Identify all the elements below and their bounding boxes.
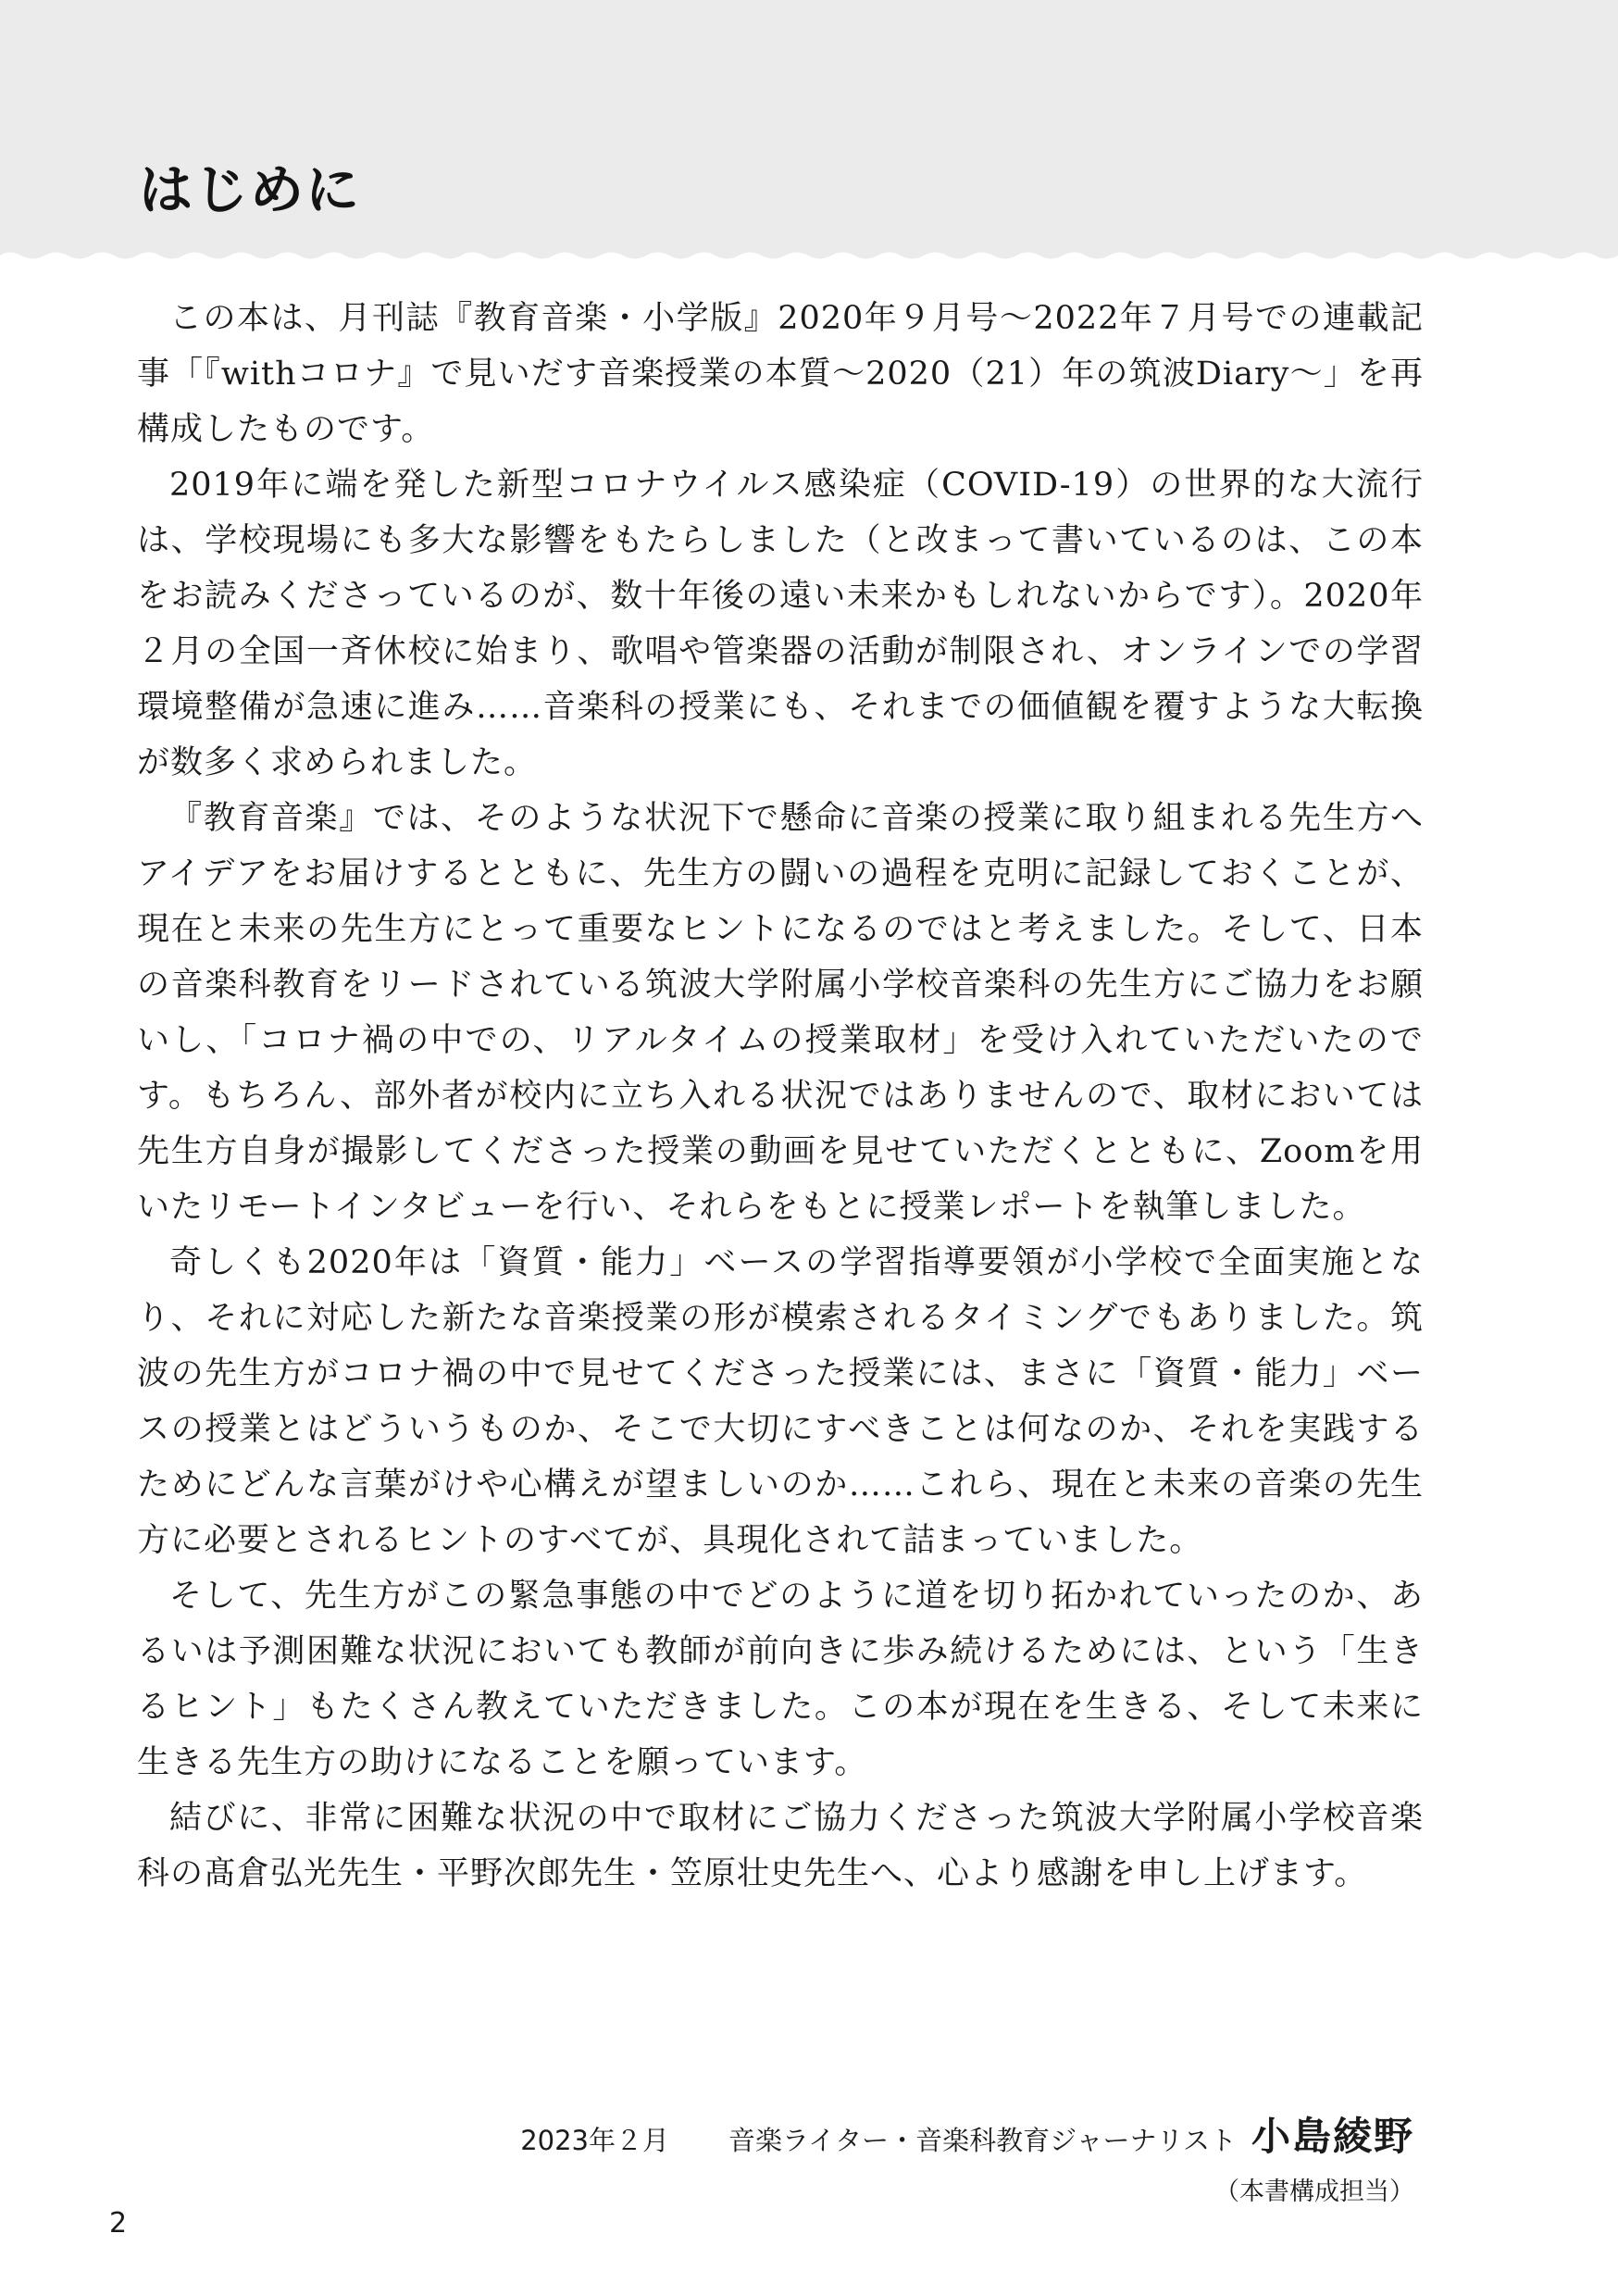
body-text — [137, 291, 1424, 1902]
page-number: 2 — [109, 2207, 128, 2240]
paragraph-4: 奇しくも2020年は「資質・能力」ベースの学習指導要領が小学校で全面実施となり、それに対応した新たな音楽授業の形が模索されるタイミングでもありました。筑波の先生方がコロナ禍の中で見せてくださった授業には、まさに「資質・能力」ベースの授業とはどういうものか、そこで大切にすべきことは何なのか、それを実践するためにどんな言葉がけや心構えが望ましいのか……これら、現在と未来の音楽の先生方に必要とされるヒントのすべてが、具現化されて詰まっていました。 — [137, 1244, 1424, 1559]
signature-name: 小島綾野 — [1251, 2114, 1414, 2159]
paragraph-1: この本は、月刊誌『教育音楽・小学版』2020年９月号〜2022年７月号での連載記事「『withコロナ』で見いだす音楽授業の本質〜2020（21）年の筑波Diary〜」を再構成したものです。 — [137, 300, 1424, 448]
signature-role: 音楽ライター・音楽科教育ジャーナリスト — [728, 2125, 1237, 2156]
signature-date: 2023年２月 — [520, 2125, 669, 2156]
page-title: はじめに — [139, 158, 362, 221]
signature — [520, 2106, 1414, 2162]
signature-note: （本書構成担当） — [1214, 2177, 1414, 2206]
wavy-header-background — [0, 0, 1618, 278]
paragraph-3: 『教育音楽』では、そのような状況下で懸命に音楽の授業に取り組まれる先生方へアイデアをお届けするとともに、先生方の闘いの過程を克明に記録しておくことが、現在と未来の先生方にとって重要なヒントになるのではと考えました。そして、日本の音楽科教育をリードされている筑波大学附属小学校音楽科の先生方にご協力をお願いし、「コロナ禍の中での、リアルタイムの授業取材」を受け入れていただいたのです。もちろん、部外者が校内に立ち入れる状況ではありませんので、取材においては先生方自身が撮影してくださった授業の動画を見せていただくとともに、Zoomを用いたリモートインタビューを行い、それらをもとに授業レポートを執筆しました。 — [137, 800, 1424, 1226]
header-band — [0, 0, 1618, 278]
paragraph-2: 2019年に端を発した新型コロナウイルス感染症（COVID-19）の世界的な大流行は、学校現場にも多大な影響をもたらしました（と改まって書いているのは、この本をお読みくださっているのが、数十年後の遠い未来かもしれないからです）。2020年２月の全国一斉休校に始まり、歌唱や管楽器の活動が制限され、オンラインでの学習環境整備が急速に進み……音楽科の授業にも、それまでの価値観を覆すような大転換が数多く求められました。 — [137, 467, 1424, 781]
paragraph-5: そして、先生方がこの緊急事態の中でどのように道を切り拓かれていったのか、あるいは予測困難な状況においても教師が前向きに歩み続けるためには、という「生きるヒント」もたくさん教えていただきました。この本が現在を生きる、そして未来に生きる先生方の助けになることを願っています。 — [137, 1578, 1424, 1781]
paragraph-6: 結びに、非常に困難な状況の中で取材にご協力くださった筑波大学附属小学校音楽科の髙倉弘光先生・平野次郎先生・笠原壮史先生へ、心より感謝を申し上げます。 — [137, 1800, 1424, 1892]
